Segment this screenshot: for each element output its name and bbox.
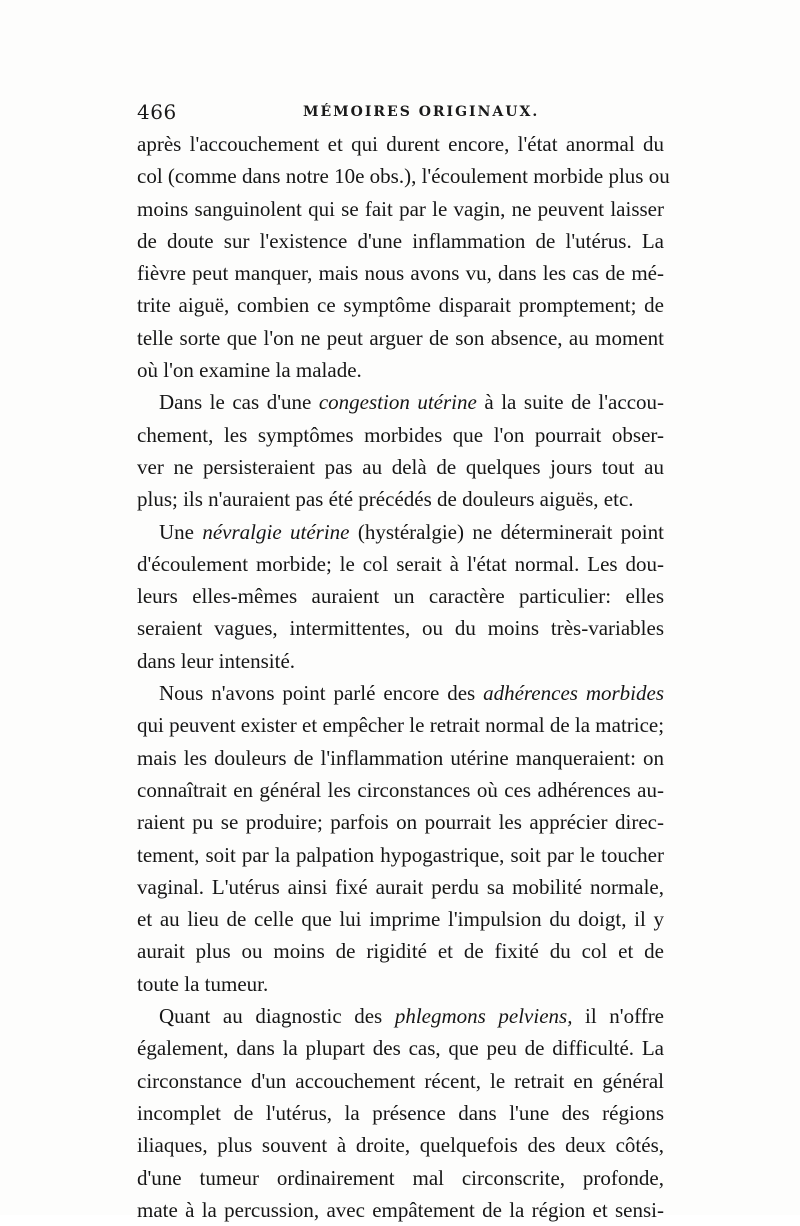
- text-line: mate à la percussion, avec empâtement de la région et sensi-: [137, 1197, 664, 1222]
- text-line: [137, 1000, 664, 1032]
- italic-term: congestion utérine: [318, 390, 477, 415]
- text-line: et au lieu de celle que lui imprime l'impulsion du doigt, il y: [137, 907, 664, 932]
- paragraph-2: [137, 386, 664, 515]
- text-line: fièvre peut manquer, mais nous avons vu, dans les cas de mé-: [137, 261, 664, 286]
- text-line: aurait plus ou moins de rigidité et de fixité du col et de: [137, 939, 664, 964]
- text-line: incomplet de l'utérus, la présence dans l'une des régions: [137, 1100, 664, 1125]
- text-line: connaîtrait en général les circonstances où ces adhérences au-: [137, 777, 664, 802]
- text-line: ver ne persisteraient pas au delà de quelques jours tout au: [137, 454, 664, 479]
- text-line: où l'on examine la malade.: [137, 358, 362, 383]
- text-line: raient pu se produire; parfois on pourrait les apprécier direc-: [137, 810, 664, 835]
- text-line: vaginal. L'utérus ainsi fixé aurait perdu sa mobilité normale,: [137, 874, 664, 899]
- text-line: leurs elles-mêmes auraient un caractère particulier: elles: [137, 584, 664, 609]
- paragraph-3: [137, 516, 664, 677]
- running-title: MÉMOIRES ORIGINAUX.: [303, 104, 540, 120]
- text-line: col (comme dans notre 10e obs.), l'écoulement morbide plus ou: [137, 164, 670, 189]
- text-line: chement, les symptômes morbides que l'on pourrait obser-: [137, 422, 664, 447]
- text-line: [137, 516, 664, 548]
- italic-term: névralgie utérine: [202, 519, 350, 544]
- text-line: qui peuvent exister et empêcher le retrait normal de la matrice;: [137, 713, 665, 738]
- text-run: à la suite de l'accou-: [476, 390, 665, 415]
- italic-term: phlegmons pelviens,: [394, 1004, 573, 1029]
- text-line: après l'accouchement et qui durent encore, l'état anormal du: [137, 132, 664, 156]
- paragraph-5: [137, 1000, 664, 1226]
- text-line: iliaques, plus souvent à droite, quelquefois des deux côtés,: [137, 1133, 664, 1158]
- text-line: telle sorte que l'on ne peut arguer de son absence, au moment: [137, 325, 664, 350]
- text-line: [137, 386, 664, 418]
- text-run: Une: [159, 519, 203, 544]
- text-line: toute la tumeur.: [137, 971, 269, 996]
- text-run: Nous n'avons point parlé encore des: [159, 681, 484, 706]
- paragraph-1: [137, 128, 670, 386]
- text-line: trite aiguë, combien ce symptôme disparait promptement; de: [137, 293, 664, 318]
- paragraph-4: [137, 677, 664, 1000]
- text-run: il n'offre: [572, 1004, 665, 1029]
- text-line: seraient vagues, intermittentes, ou du moins très-variables: [137, 616, 664, 641]
- text-line: [137, 677, 664, 709]
- text-line: mais les douleurs de l'inflammation utérine manqueraient: on: [137, 745, 664, 770]
- italic-term: adhérences morbides: [483, 681, 665, 706]
- text-line: moins sanguinolent qui se fait par le vagin, ne peuvent laisser: [137, 196, 664, 221]
- text-run: (hystéralgie) ne déterminerait point: [349, 519, 664, 544]
- text-line: de doute sur l'existence d'une inflammation de l'utérus. La: [137, 228, 664, 253]
- text-line: également, dans la plupart des cas, que peu de difficulté. La: [137, 1036, 664, 1061]
- page-number: 466: [137, 100, 177, 124]
- text-run: Dans le cas d'une: [159, 390, 319, 415]
- body-text: [137, 128, 670, 1226]
- text-line: plus; ils n'auraient pas été précédés de douleurs aiguës, etc.: [137, 487, 634, 512]
- page-header: [137, 96, 664, 124]
- text-run: Quant au diagnostic des: [159, 1004, 395, 1029]
- text-line: d'écoulement morbide; le col serait à l'état normal. Les dou-: [137, 551, 664, 576]
- text-line: dans leur intensité.: [137, 648, 296, 673]
- text-line: d'une tumeur ordinairement mal circonscrite, profonde,: [137, 1165, 664, 1190]
- text-line: circonstance d'un accouchement récent, le retrait en général: [137, 1068, 664, 1093]
- text-line: tement, soit par la palpation hypogastrique, soit par le toucher: [137, 842, 664, 867]
